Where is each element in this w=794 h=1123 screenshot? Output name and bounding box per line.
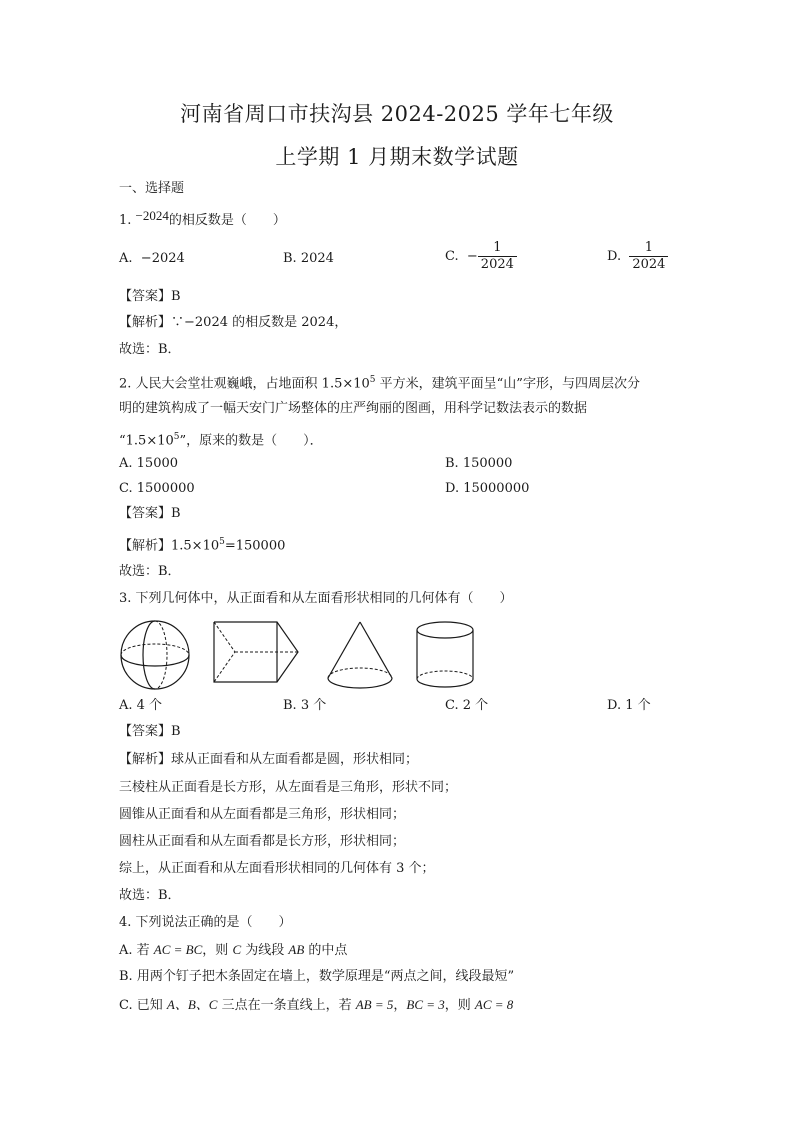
q3-answer: 【答案】B [119, 724, 181, 739]
q1-value: −2024 [135, 208, 169, 223]
q1-option-d: D. $\frac{1}{2024}$ [607, 240, 668, 273]
q2-conclusion: 故选：B． [119, 564, 181, 579]
q4-option-c: C. 已知 A、B、C 三点在一条直线上，若 AB = 5，BC = 3，则 AC = 8 [119, 997, 514, 1013]
q1-number: 1. [119, 213, 132, 228]
cone-figure [325, 620, 395, 692]
q1-option-c-fraction: $\frac{1}{2024}$ [478, 240, 517, 273]
q1-answer: 【答案】B [119, 289, 181, 304]
q4-option-a: A. 若 AC = BC，则 C 为线段 AB 的中点 [119, 942, 348, 958]
q3-conclusion: 故选：B． [119, 888, 181, 903]
q1-option-c: C. − $\frac{1}{2024}$ [445, 240, 517, 273]
q1-stem [119, 208, 286, 230]
q2-stem-line1: 2. 人民大会堂壮观巍峨，占地面积 $1.5\times 10^5$ 平方米，建筑平面呈“山”字形，与四周层次分 [119, 375, 640, 392]
q1-option-d-fraction: $\frac{1}{2024}$ [629, 240, 668, 273]
q2-stem-line3: “$1.5\times 10^5$”，原来的数是（ ）． [119, 432, 323, 449]
q3-analysis-line: 综上，从正面看和从左面看形状相同的几何体有 3 个； [119, 861, 435, 876]
q2-answer: 【答案】B [119, 506, 181, 521]
q3-option-c: C. 2 个 [445, 698, 489, 713]
cylinder-figure [415, 620, 475, 690]
triangular-prism-figure [212, 620, 302, 684]
q4-option-b: B. 用两个钉子把木条固定在墙上，数学原理是“两点之间，线段最短” [119, 969, 515, 984]
q3-option-b: B. 3 个 [283, 698, 327, 713]
doc-title-line1: 河南省周口市扶沟县 2024-2025 学年七年级 [180, 102, 614, 126]
q2-stem-line2: 明的建筑构成了一幅天安门广场整体的庄严绚丽的图画，用科学记数法表示的数据 [119, 401, 588, 416]
section-heading: 一、选择题 [119, 181, 185, 196]
q2-option-d: D. 15000000 [445, 481, 530, 496]
q2-analysis: 【解析】$1.5\times 10^5=150000$ [119, 537, 286, 554]
doc-title-line2: 上学期 1 月期末数学试题 [275, 145, 519, 169]
q4-stem: 4. 下列说法正确的是（ ） [119, 915, 292, 930]
q3-option-d: D. 1 个 [607, 698, 651, 713]
q3-analysis-line: 圆锥从正面看和从左面看都是三角形，形状相同； [119, 807, 406, 822]
q3-option-a: A. 4 个 [119, 698, 163, 713]
q3-analysis-line: 圆柱从正面看和从左面看都是长方形，形状相同； [119, 834, 406, 849]
q3-analysis-line: 三棱柱从正面看是长方形，从左面看是三角形，形状不同； [119, 780, 458, 795]
q1-option-a: A. −2024 [119, 251, 185, 266]
q1-option-b: B. 2024 [283, 251, 334, 266]
q1-stem-text: 的相反数是（ ） [168, 213, 286, 228]
q2-option-b: B. 150000 [445, 456, 513, 471]
q1-conclusion: 故选：B． [119, 342, 181, 357]
q2-option-a: A. 15000 [119, 456, 179, 471]
q3-stem: 3. 下列几何体中，从正面看和从左面看形状相同的几何体有（ ） [119, 591, 513, 606]
sphere-figure [118, 620, 192, 690]
q1-analysis: 【解析】∵−2024 的相反数是 2024， [119, 315, 348, 330]
q3-analysis-line: 【解析】球从正面看和从左面看都是圆，形状相同； [119, 752, 419, 767]
q2-option-c: C. 1500000 [119, 481, 195, 496]
